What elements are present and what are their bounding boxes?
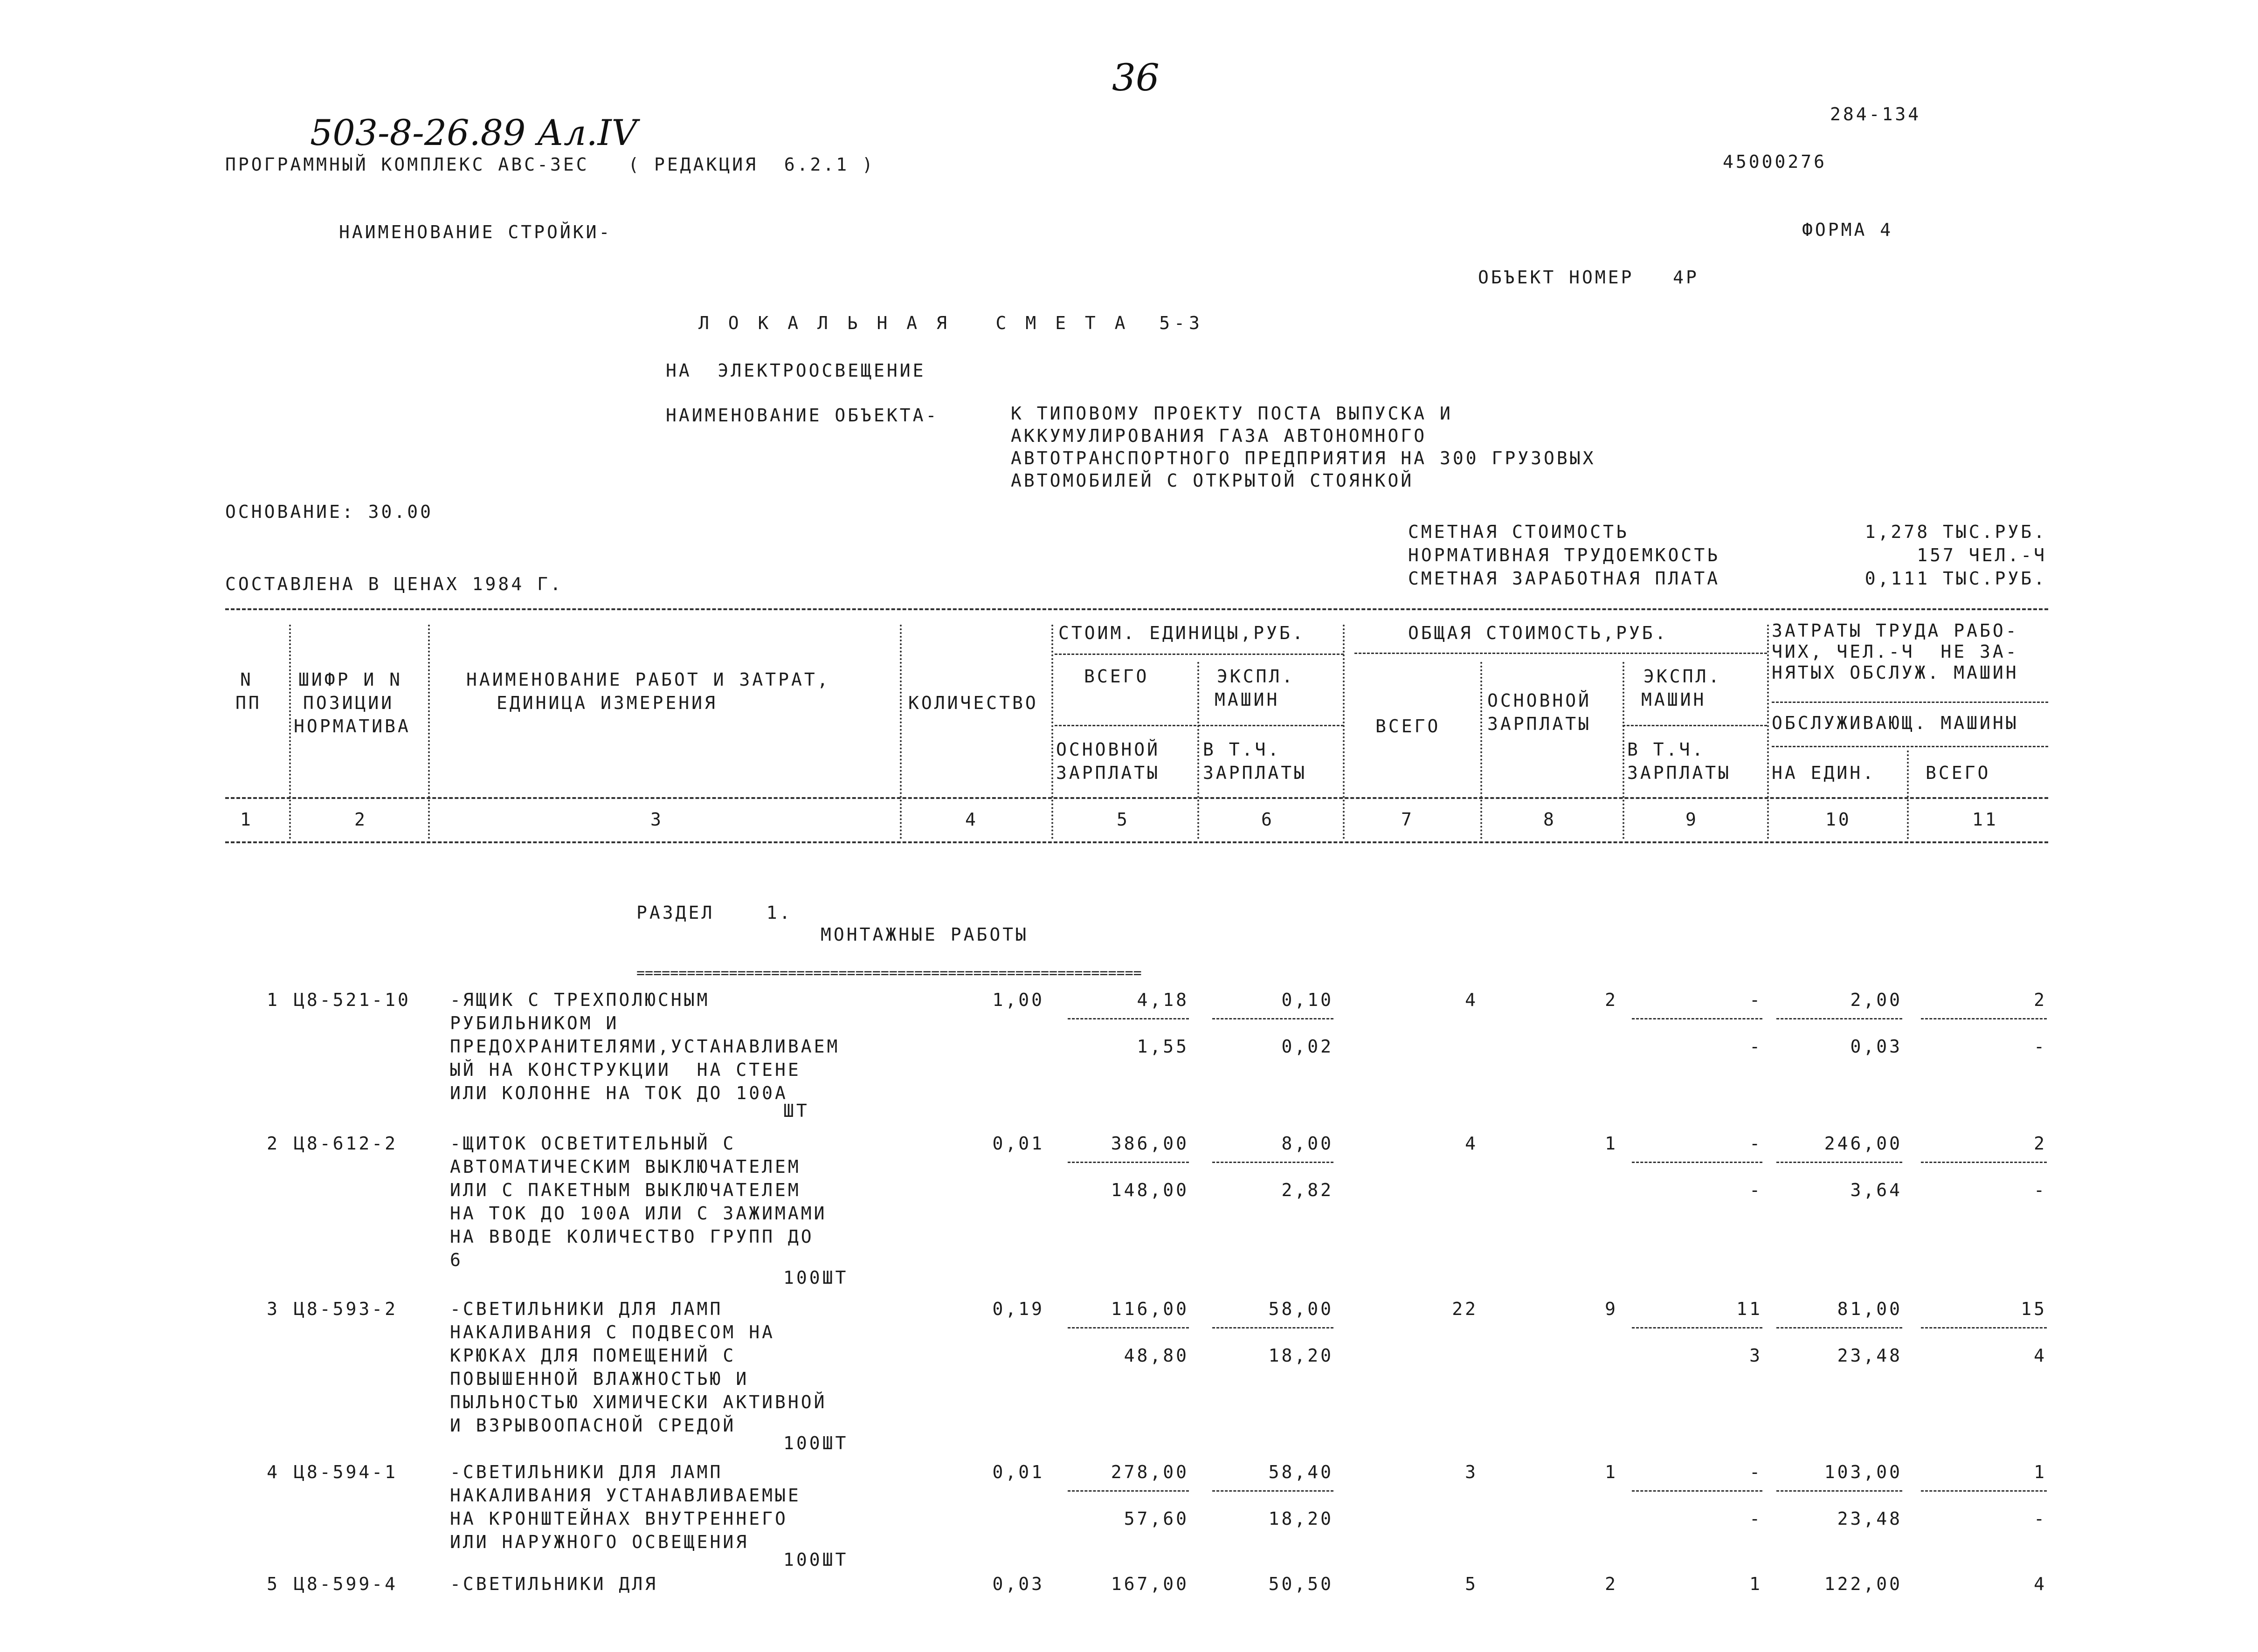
- cell-underline: [1776, 1162, 1902, 1163]
- row-unit: ШТ: [783, 1101, 809, 1121]
- cell-c5: 386,00: [1111, 1133, 1189, 1154]
- cell-c6: 58,00: [1268, 1299, 1333, 1319]
- cell-qty: 1,00: [992, 990, 1044, 1010]
- row-description-line: НАКАЛИВАНИЯ УСТАНАВЛИВАЕМЫЕ: [450, 1485, 801, 1506]
- column-number: 5: [1117, 809, 1130, 830]
- cell-underline: [1212, 1018, 1333, 1019]
- header-unit-machines: МАШИН: [1215, 689, 1280, 710]
- column-separator: [428, 625, 430, 839]
- object-name-line: АВТОМОБИЛЕЙ С ОТКРЫТОЙ СТОЯНКОЙ: [1011, 470, 1414, 491]
- header-unit-machine-salary: В Т.Ч.: [1203, 739, 1281, 760]
- cell-underline: [1068, 1162, 1189, 1163]
- row-description-line: ЫЙ НА КОНСТРУКЦИИ НА СТЕНЕ: [450, 1060, 801, 1080]
- object-name-line: АВТОТРАНСПОРТНОГО ПРЕДПРИЯТИЯ НА 300 ГРУЗОВЫХ: [1011, 448, 1596, 468]
- cell-c7: 4: [1465, 990, 1478, 1010]
- cell-underline: [1921, 1490, 2047, 1492]
- cell-underline: [1776, 1018, 1902, 1019]
- column-number: 9: [1685, 809, 1699, 830]
- cell-c9b: 3: [1749, 1345, 1762, 1366]
- cell-c10: 2,00: [1850, 990, 1902, 1010]
- cell-c11b: -: [2034, 1180, 2047, 1200]
- section-label: РАЗДЕЛ 1.: [636, 902, 793, 923]
- column-separator: [289, 625, 291, 839]
- cell-c9b: -: [1749, 1180, 1762, 1200]
- form-label: ФОРМА 4: [1802, 220, 1893, 240]
- row-description-line: 6: [450, 1250, 463, 1270]
- row-description-line: НА ВВОДЕ КОЛИЧЕСТВО ГРУПП ДО: [450, 1226, 814, 1247]
- header-total-salary: ОСНОВНОЙ: [1487, 690, 1592, 711]
- header-sub-rule: [1772, 702, 2048, 703]
- basis-label: ОСНОВАНИЕ: 30.00: [225, 502, 434, 522]
- row-description-line: ПРЕДОХРАНИТЕЛЯМИ,УСТАНАВЛИВАЕМ: [450, 1036, 840, 1057]
- row-description-line: -СВЕТИЛЬНИКИ ДЛЯ: [450, 1574, 658, 1594]
- column-separator: [1197, 662, 1199, 839]
- handwritten-code: 503-8-26.89 Ал.IV: [310, 112, 637, 153]
- summary-value: 0,111 ТЫС.РУБ.: [1864, 568, 2047, 589]
- cell-c5b: 57,60: [1124, 1508, 1189, 1529]
- column-separator: [1343, 625, 1345, 839]
- cell-c6b: 18,20: [1268, 1508, 1333, 1529]
- row-description-line: -ЯЩИК С ТРЕХПОЛЮСНЫМ: [450, 990, 710, 1010]
- cell-c6b: 0,02: [1281, 1036, 1333, 1057]
- summary-value: 157 ЧЕЛ.-Ч: [1917, 545, 2047, 565]
- header-sub-rule: [1354, 653, 1767, 654]
- cell-c11: 1: [2034, 1462, 2047, 1482]
- cell-c9: -: [1749, 1133, 1762, 1154]
- header-sub-rule: [1055, 725, 1344, 726]
- header-total-machine-salary: В Т.Ч.: [1627, 739, 1706, 760]
- header-code: ПОЗИЦИИ: [303, 693, 394, 713]
- cell-c5: 167,00: [1111, 1574, 1189, 1594]
- cell-c5: 116,00: [1111, 1299, 1189, 1319]
- cell-c10b: 23,48: [1837, 1508, 1902, 1529]
- header-labor-total: ВСЕГО: [1926, 763, 1991, 783]
- cell-c7: 3: [1465, 1462, 1478, 1482]
- row-description-line: ИЛИ НАРУЖНОГО ОСВЕЩЕНИЯ: [450, 1532, 749, 1552]
- header-labor-sub: ОБСЛУЖИВАЮЩ. МАШИНЫ: [1772, 713, 2019, 733]
- cell-underline: [1212, 1327, 1333, 1328]
- row-description-line: ПЫЛЬНОСТЬЮ ХИМИЧЕСКИ АКТИВНОЙ: [450, 1392, 827, 1412]
- cell-c5: 278,00: [1111, 1462, 1189, 1482]
- column-number: 8: [1543, 809, 1556, 830]
- column-number: 3: [650, 809, 663, 830]
- cell-c11: 2: [2034, 1133, 2047, 1154]
- header-sub-rule: [1623, 725, 1767, 726]
- header-bottom-rule: [225, 797, 2048, 799]
- cell-underline: [1921, 1018, 2047, 1019]
- summary-value: 1,278 ТЫС.РУБ.: [1864, 522, 2047, 542]
- cell-underline: [1068, 1327, 1189, 1328]
- cell-underline: [1068, 1490, 1189, 1492]
- cell-c10b: 0,03: [1850, 1036, 1902, 1057]
- cell-underline: [1632, 1327, 1762, 1328]
- object-name-line: К ТИПОВОМУ ПРОЕКТУ ПОСТА ВЫПУСКА И: [1011, 403, 1453, 424]
- cell-c5: 4,18: [1137, 990, 1189, 1010]
- header-labor: ЧИХ, ЧЕЛ.-Ч НЕ ЗА-: [1772, 641, 2019, 662]
- row-description-line: -СВЕТИЛЬНИКИ ДЛЯ ЛАМП: [450, 1299, 723, 1319]
- object-name-label: НАИМЕНОВАНИЕ ОБЪЕКТА-: [666, 405, 939, 426]
- cell-qty: 0,01: [992, 1462, 1044, 1482]
- cell-c6b: 2,82: [1281, 1180, 1333, 1200]
- cell-underline: [1776, 1327, 1902, 1328]
- column-number: 6: [1261, 809, 1274, 830]
- cell-c5b: 148,00: [1111, 1180, 1189, 1200]
- header-total-cost: ОБЩАЯ СТОИМОСТЬ,РУБ.: [1408, 623, 1668, 643]
- cell-c10b: 23,48: [1837, 1345, 1902, 1366]
- cell-qty: 0,19: [992, 1299, 1044, 1319]
- cell-qty: 0,01: [992, 1133, 1044, 1154]
- cell-c9: 11: [1736, 1299, 1762, 1319]
- column-number: 1: [240, 809, 253, 830]
- row-description-line: РУБИЛЬНИКОМ И: [450, 1013, 619, 1033]
- cell-c8: 1: [1605, 1133, 1618, 1154]
- document-title: Л О К А Л Ь Н А Я С М Е Т А 5-3: [698, 313, 1204, 333]
- row-number: 1: [267, 990, 280, 1010]
- cell-underline: [1921, 1327, 2047, 1328]
- row-description-line: ИЛИ КОЛОННЕ НА ТОК ДО 100А: [450, 1083, 788, 1103]
- row-unit: 100ШТ: [783, 1549, 849, 1570]
- column-number: 4: [965, 809, 978, 830]
- doc-code: 284-134: [1830, 104, 1921, 124]
- cell-c6: 8,00: [1281, 1133, 1333, 1154]
- cell-underline: [1212, 1162, 1333, 1163]
- page-number: 36: [1112, 56, 1160, 99]
- header-n: ПП: [235, 693, 262, 713]
- doc-id: 45000276: [1723, 151, 1827, 172]
- section-name: МОНТАЖНЫЕ РАБОТЫ: [821, 924, 1029, 945]
- row-description-line: И ВЗРЫВООПАСНОЙ СРЕДОЙ: [450, 1415, 736, 1436]
- row-description-line: НА КРОНШТЕЙНАХ ВНУТРЕННЕГО: [450, 1508, 788, 1529]
- column-separator: [1767, 625, 1769, 839]
- cell-c9: 1: [1749, 1574, 1762, 1594]
- column-number: 10: [1825, 809, 1851, 830]
- cell-c7: 5: [1465, 1574, 1478, 1594]
- cell-c7: 22: [1452, 1299, 1478, 1319]
- section-divider: ============================================================: [636, 965, 1142, 981]
- cell-c7: 4: [1465, 1133, 1478, 1154]
- column-separator: [1623, 662, 1624, 839]
- cell-c8: 9: [1605, 1299, 1618, 1319]
- row-number: 4: [267, 1462, 280, 1482]
- table-top-rule: [225, 608, 2048, 610]
- header-total-salary: ЗАРПЛАТЫ: [1487, 714, 1592, 734]
- row-number: 2: [267, 1133, 280, 1154]
- summary-label: НОРМАТИВНАЯ ТРУДОЕМКОСТЬ: [1408, 545, 1720, 565]
- cell-c10b: 3,64: [1850, 1180, 1902, 1200]
- header-name: НАИМЕНОВАНИЕ РАБОТ И ЗАТРАТ,: [466, 669, 830, 690]
- cell-underline: [1776, 1490, 1902, 1492]
- column-separator: [1907, 750, 1909, 839]
- header-name: ЕДИНИЦА ИЗМЕРЕНИЯ: [497, 693, 718, 713]
- cell-underline: [1632, 1162, 1762, 1163]
- row-code: Ц8-521-10: [294, 990, 411, 1010]
- number-row-rule: [225, 841, 2048, 843]
- column-number: 2: [354, 809, 367, 830]
- row-code: Ц8-612-2: [294, 1133, 398, 1154]
- cell-c9: -: [1749, 1462, 1762, 1482]
- row-description-line: НА ТОК ДО 100А ИЛИ С ЗАЖИМАМИ: [450, 1203, 827, 1224]
- header-labor: НЯТЫХ ОБСЛУЖ. МАШИН: [1772, 662, 2019, 683]
- column-separator: [900, 625, 902, 839]
- cell-c11b: -: [2034, 1036, 2047, 1057]
- row-number: 5: [267, 1574, 280, 1594]
- object-number: ОБЪЕКТ НОМЕР 4Р: [1478, 267, 1699, 288]
- row-code: Ц8-593-2: [294, 1299, 398, 1319]
- cell-c11b: 4: [2034, 1345, 2047, 1366]
- summary-label: СМЕТНАЯ ЗАРАБОТНАЯ ПЛАТА: [1408, 568, 1720, 589]
- cell-underline: [1068, 1018, 1189, 1019]
- summary-label: СМЕТНАЯ СТОИМОСТЬ: [1408, 522, 1629, 542]
- header-unit-machines: ЭКСПЛ.: [1217, 666, 1295, 687]
- row-description-line: -ЩИТОК ОСВЕТИТЕЛЬНЫЙ С: [450, 1133, 736, 1154]
- header-unit-cost: СТОИМ. ЕДИНИЦЫ,РУБ.: [1058, 623, 1305, 643]
- header-code: ШИФР И N: [298, 669, 403, 690]
- cell-c5b: 48,80: [1124, 1345, 1189, 1366]
- header-unit-machine-salary: ЗАРПЛАТЫ: [1203, 763, 1307, 783]
- program-label: ПРОГРАММНЫЙ КОМПЛЕКС АВС-3ЕС ( РЕДАКЦИЯ 6.2.1 ): [225, 154, 875, 175]
- cell-c8: 2: [1605, 990, 1618, 1010]
- row-description-line: ПОВЫШЕННОЙ ВЛАЖНОСТЬЮ И: [450, 1369, 749, 1389]
- cell-underline: [1632, 1018, 1762, 1019]
- column-separator: [1051, 625, 1053, 839]
- row-description-line: ИЛИ С ПАКЕТНЫМ ВЫКЛЮЧАТЕЛЕМ: [450, 1180, 801, 1200]
- header-total-machines: МАШИН: [1641, 689, 1706, 710]
- cell-underline: [1212, 1490, 1333, 1492]
- cell-c6b: 18,20: [1268, 1345, 1333, 1366]
- cell-underline: [1632, 1490, 1762, 1492]
- row-description-line: АВТОМАТИЧЕСКИМ ВЫКЛЮЧАТЕЛЕМ: [450, 1156, 801, 1177]
- cell-c9: -: [1749, 990, 1762, 1010]
- cell-c9b: -: [1749, 1036, 1762, 1057]
- cell-c6: 58,40: [1268, 1462, 1333, 1482]
- cell-c8: 2: [1605, 1574, 1618, 1594]
- header-unit-total: ВСЕГО: [1084, 666, 1149, 687]
- row-code: Ц8-594-1: [294, 1462, 398, 1482]
- header-code: НОРМАТИВА: [294, 716, 411, 737]
- cell-c11: 4: [2034, 1574, 2047, 1594]
- header-sub-rule: [1055, 654, 1344, 655]
- header-labor-per-unit: НА ЕДИН.: [1772, 763, 1876, 783]
- cell-c6: 50,50: [1268, 1574, 1333, 1594]
- cell-c11: 15: [2021, 1299, 2047, 1319]
- column-number: 11: [1972, 809, 1998, 830]
- object-name-line: АККУМУЛИРОВАНИЯ ГАЗА АВТОНОМНОГО: [1011, 426, 1427, 446]
- cell-c10: 103,00: [1824, 1462, 1902, 1482]
- cell-c11: 2: [2034, 990, 2047, 1010]
- cell-c11b: -: [2034, 1508, 2047, 1529]
- header-total-machines: ЭКСПЛ.: [1643, 666, 1722, 687]
- cell-qty: 0,03: [992, 1574, 1044, 1594]
- header-n: N: [240, 669, 253, 690]
- header-unit-salary: ОСНОВНОЙ: [1056, 739, 1160, 760]
- prices-label: СОСТАВЛЕНА В ЦЕНАХ 1984 Г.: [225, 574, 563, 594]
- row-description-line: КРЮКАХ ДЛЯ ПОМЕЩЕНИЙ С: [450, 1345, 736, 1366]
- header-total-machine-salary: ЗАРПЛАТЫ: [1627, 763, 1732, 783]
- header-sub-rule: [1772, 746, 2048, 747]
- header-labor: ЗАТРАТЫ ТРУДА РАБО-: [1772, 620, 2019, 641]
- column-separator: [1480, 662, 1482, 839]
- row-description-line: -СВЕТИЛЬНИКИ ДЛЯ ЛАМП: [450, 1462, 723, 1482]
- cell-c9b: -: [1749, 1508, 1762, 1529]
- column-number: 7: [1401, 809, 1414, 830]
- header-quantity: КОЛИЧЕСТВО: [908, 693, 1038, 713]
- cell-c6: 0,10: [1281, 990, 1333, 1010]
- cell-c5b: 1,55: [1137, 1036, 1189, 1057]
- header-unit-salary: ЗАРПЛАТЫ: [1056, 763, 1160, 783]
- cell-c10: 81,00: [1837, 1299, 1902, 1319]
- cell-c10: 246,00: [1824, 1133, 1902, 1154]
- cell-c8: 1: [1605, 1462, 1618, 1482]
- row-description-line: НАКАЛИВАНИЯ С ПОДВЕСОМ НА: [450, 1322, 775, 1342]
- header-total: ВСЕГО: [1375, 716, 1441, 737]
- construction-label: НАИМЕНОВАНИЕ СТРОЙКИ-: [339, 222, 612, 242]
- cell-underline: [1921, 1162, 2047, 1163]
- row-number: 3: [267, 1299, 280, 1319]
- cell-c10: 122,00: [1824, 1574, 1902, 1594]
- row-code: Ц8-599-4: [294, 1574, 398, 1594]
- row-unit: 100ШТ: [783, 1267, 849, 1288]
- document-subtitle: НА ЭЛЕКТРООСВЕЩЕНИЕ: [666, 360, 926, 381]
- row-unit: 100ШТ: [783, 1433, 849, 1453]
